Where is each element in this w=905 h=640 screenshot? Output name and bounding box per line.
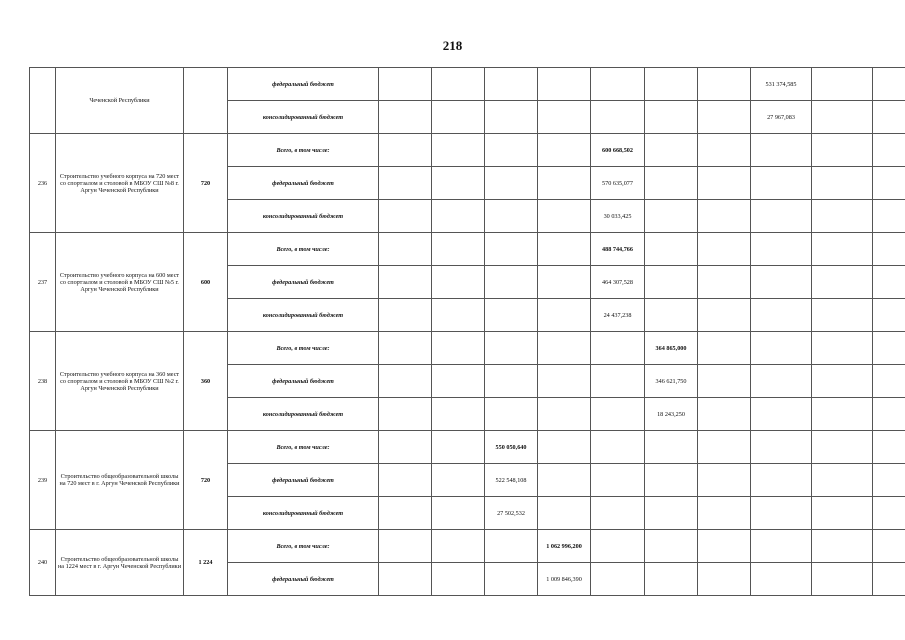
row-number-cell: 239 bbox=[30, 431, 56, 530]
value-cell bbox=[751, 299, 812, 332]
value-cell bbox=[698, 68, 751, 101]
value-cell bbox=[873, 332, 905, 365]
object-name-cell: Чеченской Республики bbox=[56, 68, 184, 134]
value-cell: 1 009 846,390 bbox=[538, 563, 591, 596]
value-cell bbox=[432, 431, 485, 464]
value-cell bbox=[812, 365, 873, 398]
funding-source-cell: федеральный бюджет bbox=[228, 563, 379, 596]
value-cell bbox=[812, 530, 873, 563]
value-cell bbox=[812, 233, 873, 266]
value-cell: 531 374,585 bbox=[751, 68, 812, 101]
table-row bbox=[30, 431, 905, 464]
value-cell bbox=[645, 167, 698, 200]
value-cell bbox=[379, 299, 432, 332]
value-cell: 464 307,528 bbox=[591, 266, 645, 299]
value-cell bbox=[645, 134, 698, 167]
value-cell bbox=[379, 68, 432, 101]
value-cell bbox=[379, 332, 432, 365]
value-cell bbox=[432, 497, 485, 530]
value-cell bbox=[485, 167, 538, 200]
table-body bbox=[30, 68, 905, 596]
value-cell bbox=[698, 530, 751, 563]
funding-source-cell: Всего, в том числе: bbox=[228, 134, 379, 167]
value-cell bbox=[379, 134, 432, 167]
value-cell: 600 668,502 bbox=[591, 134, 645, 167]
value-cell bbox=[432, 134, 485, 167]
budget-table bbox=[29, 67, 905, 596]
value-cell bbox=[812, 398, 873, 431]
value-cell bbox=[751, 332, 812, 365]
value-cell bbox=[485, 233, 538, 266]
capacity-cell: 360 bbox=[184, 332, 228, 431]
value-cell bbox=[873, 497, 905, 530]
value-cell bbox=[751, 266, 812, 299]
value-cell bbox=[432, 332, 485, 365]
value-cell: 30 033,425 bbox=[591, 200, 645, 233]
value-cell bbox=[538, 134, 591, 167]
value-cell bbox=[751, 233, 812, 266]
value-cell bbox=[751, 398, 812, 431]
value-cell bbox=[698, 332, 751, 365]
value-cell bbox=[538, 431, 591, 464]
value-cell bbox=[379, 563, 432, 596]
funding-source-cell: Всего, в том числе: bbox=[228, 431, 379, 464]
capacity-cell: 1 224 bbox=[184, 530, 228, 596]
value-cell bbox=[485, 365, 538, 398]
value-cell bbox=[591, 332, 645, 365]
value-cell bbox=[432, 167, 485, 200]
value-cell bbox=[812, 464, 873, 497]
value-cell bbox=[645, 431, 698, 464]
value-cell bbox=[379, 530, 432, 563]
value-cell bbox=[379, 101, 432, 134]
object-name-cell: Строительство учебного корпуса на 360 мест со спортзалом и столовой в МБОУ СШ №2 г. Аргун Чеченской Республики bbox=[56, 332, 184, 431]
value-cell bbox=[645, 266, 698, 299]
value-cell bbox=[591, 365, 645, 398]
value-cell: 18 243,250 bbox=[645, 398, 698, 431]
capacity-cell: 720 bbox=[184, 431, 228, 530]
value-cell bbox=[873, 530, 905, 563]
value-cell bbox=[873, 398, 905, 431]
funding-source-cell: консолидированный бюджет bbox=[228, 497, 379, 530]
value-cell bbox=[873, 431, 905, 464]
value-cell bbox=[432, 101, 485, 134]
row-number-cell: 236 bbox=[30, 134, 56, 233]
value-cell bbox=[432, 464, 485, 497]
value-cell bbox=[751, 464, 812, 497]
value-cell bbox=[645, 563, 698, 596]
table-row bbox=[30, 134, 905, 167]
value-cell bbox=[751, 497, 812, 530]
value-cell bbox=[432, 398, 485, 431]
value-cell bbox=[645, 530, 698, 563]
table-row bbox=[30, 530, 905, 563]
value-cell bbox=[485, 332, 538, 365]
value-cell bbox=[873, 200, 905, 233]
value-cell bbox=[538, 398, 591, 431]
object-name-cell: Строительство общеобразовательной школы на 1224 мест в г. Аргун Чеченской Республики bbox=[56, 530, 184, 596]
value-cell bbox=[538, 167, 591, 200]
funding-source-cell: федеральный бюджет bbox=[228, 365, 379, 398]
value-cell bbox=[591, 464, 645, 497]
value-cell bbox=[485, 563, 538, 596]
value-cell bbox=[379, 365, 432, 398]
table-row bbox=[30, 332, 905, 365]
funding-source-cell: федеральный бюджет bbox=[228, 68, 379, 101]
value-cell bbox=[379, 497, 432, 530]
value-cell bbox=[379, 200, 432, 233]
capacity-cell: 600 bbox=[184, 233, 228, 332]
value-cell bbox=[591, 563, 645, 596]
value-cell bbox=[538, 266, 591, 299]
value-cell bbox=[645, 497, 698, 530]
value-cell bbox=[432, 299, 485, 332]
value-cell bbox=[379, 233, 432, 266]
value-cell bbox=[591, 398, 645, 431]
value-cell bbox=[591, 68, 645, 101]
value-cell bbox=[873, 167, 905, 200]
value-cell bbox=[485, 398, 538, 431]
value-cell: 346 621,750 bbox=[645, 365, 698, 398]
value-cell bbox=[591, 101, 645, 134]
value-cell bbox=[873, 266, 905, 299]
value-cell bbox=[645, 68, 698, 101]
table-row bbox=[30, 233, 905, 266]
value-cell bbox=[538, 233, 591, 266]
value-cell bbox=[432, 200, 485, 233]
value-cell bbox=[873, 563, 905, 596]
value-cell bbox=[538, 332, 591, 365]
value-cell bbox=[698, 266, 751, 299]
value-cell bbox=[698, 200, 751, 233]
value-cell bbox=[812, 431, 873, 464]
value-cell bbox=[379, 167, 432, 200]
row-number-cell: 238 bbox=[30, 332, 56, 431]
funding-source-cell: консолидированный бюджет bbox=[228, 398, 379, 431]
funding-source-cell: консолидированный бюджет bbox=[228, 101, 379, 134]
value-cell bbox=[873, 299, 905, 332]
value-cell bbox=[591, 431, 645, 464]
value-cell bbox=[812, 299, 873, 332]
value-cell bbox=[873, 233, 905, 266]
value-cell bbox=[538, 497, 591, 530]
funding-source-cell: федеральный бюджет bbox=[228, 266, 379, 299]
value-cell bbox=[591, 530, 645, 563]
value-cell bbox=[645, 233, 698, 266]
value-cell bbox=[698, 167, 751, 200]
value-cell bbox=[432, 68, 485, 101]
value-cell: 1 062 996,200 bbox=[538, 530, 591, 563]
table-row bbox=[30, 68, 905, 101]
value-cell bbox=[485, 266, 538, 299]
value-cell bbox=[645, 299, 698, 332]
value-cell bbox=[698, 101, 751, 134]
value-cell bbox=[538, 68, 591, 101]
value-cell bbox=[645, 101, 698, 134]
value-cell bbox=[485, 101, 538, 134]
value-cell bbox=[812, 332, 873, 365]
value-cell bbox=[591, 497, 645, 530]
value-cell bbox=[538, 464, 591, 497]
value-cell bbox=[812, 497, 873, 530]
value-cell bbox=[812, 167, 873, 200]
value-cell bbox=[432, 563, 485, 596]
funding-source-cell: Всего, в том числе: bbox=[228, 530, 379, 563]
value-cell bbox=[812, 101, 873, 134]
value-cell bbox=[873, 365, 905, 398]
value-cell bbox=[698, 134, 751, 167]
value-cell bbox=[379, 266, 432, 299]
value-cell bbox=[751, 167, 812, 200]
value-cell bbox=[538, 365, 591, 398]
value-cell: 522 548,108 bbox=[485, 464, 538, 497]
row-number-cell: 240 bbox=[30, 530, 56, 596]
value-cell bbox=[485, 530, 538, 563]
funding-source-cell: федеральный бюджет bbox=[228, 464, 379, 497]
value-cell bbox=[812, 200, 873, 233]
value-cell bbox=[645, 200, 698, 233]
value-cell bbox=[379, 431, 432, 464]
value-cell: 550 050,640 bbox=[485, 431, 538, 464]
funding-source-cell: консолидированный бюджет bbox=[228, 299, 379, 332]
value-cell bbox=[751, 530, 812, 563]
value-cell bbox=[812, 266, 873, 299]
value-cell: 27 967,083 bbox=[751, 101, 812, 134]
value-cell: 24 437,238 bbox=[591, 299, 645, 332]
object-name-cell: Строительство общеобразовательной школы на 720 мест в г. Аргун Чеченской Республики bbox=[56, 431, 184, 530]
value-cell bbox=[751, 200, 812, 233]
value-cell bbox=[485, 200, 538, 233]
capacity-cell: 720 bbox=[184, 134, 228, 233]
value-cell bbox=[432, 233, 485, 266]
value-cell bbox=[751, 563, 812, 596]
value-cell bbox=[873, 68, 905, 101]
value-cell bbox=[751, 365, 812, 398]
value-cell bbox=[698, 497, 751, 530]
value-cell bbox=[751, 431, 812, 464]
value-cell bbox=[698, 398, 751, 431]
row-number-cell: 237 bbox=[30, 233, 56, 332]
value-cell bbox=[698, 464, 751, 497]
value-cell bbox=[698, 431, 751, 464]
value-cell: 488 744,766 bbox=[591, 233, 645, 266]
row-number-cell bbox=[30, 68, 56, 134]
value-cell bbox=[698, 299, 751, 332]
object-name-cell: Строительство учебного корпуса на 720 мест со спортзалом и столовой в МБОУ СШ №8 г. Аргун Чеченской Республики bbox=[56, 134, 184, 233]
value-cell bbox=[812, 68, 873, 101]
value-cell bbox=[698, 233, 751, 266]
value-cell bbox=[873, 101, 905, 134]
value-cell bbox=[873, 464, 905, 497]
funding-source-cell: федеральный бюджет bbox=[228, 167, 379, 200]
value-cell bbox=[751, 134, 812, 167]
value-cell bbox=[538, 101, 591, 134]
value-cell bbox=[379, 398, 432, 431]
value-cell bbox=[432, 365, 485, 398]
funding-source-cell: консолидированный бюджет bbox=[228, 200, 379, 233]
value-cell bbox=[873, 134, 905, 167]
value-cell bbox=[432, 530, 485, 563]
value-cell bbox=[698, 365, 751, 398]
value-cell bbox=[812, 134, 873, 167]
value-cell bbox=[538, 299, 591, 332]
value-cell: 27 502,532 bbox=[485, 497, 538, 530]
value-cell bbox=[485, 134, 538, 167]
value-cell: 364 865,000 bbox=[645, 332, 698, 365]
value-cell bbox=[645, 464, 698, 497]
value-cell bbox=[379, 464, 432, 497]
capacity-cell bbox=[184, 68, 228, 134]
value-cell bbox=[485, 299, 538, 332]
value-cell bbox=[698, 563, 751, 596]
value-cell bbox=[812, 563, 873, 596]
value-cell bbox=[432, 266, 485, 299]
page-number: 218 bbox=[442, 38, 463, 53]
value-cell: 570 635,077 bbox=[591, 167, 645, 200]
funding-source-cell: Всего, в том числе: bbox=[228, 332, 379, 365]
value-cell bbox=[538, 200, 591, 233]
object-name-cell: Строительство учебного корпуса на 600 мест со спортзалом и столовой в МБОУ СШ №5 г. Аргун Чеченской Республики bbox=[56, 233, 184, 332]
value-cell bbox=[485, 68, 538, 101]
funding-source-cell: Всего, в том числе: bbox=[228, 233, 379, 266]
